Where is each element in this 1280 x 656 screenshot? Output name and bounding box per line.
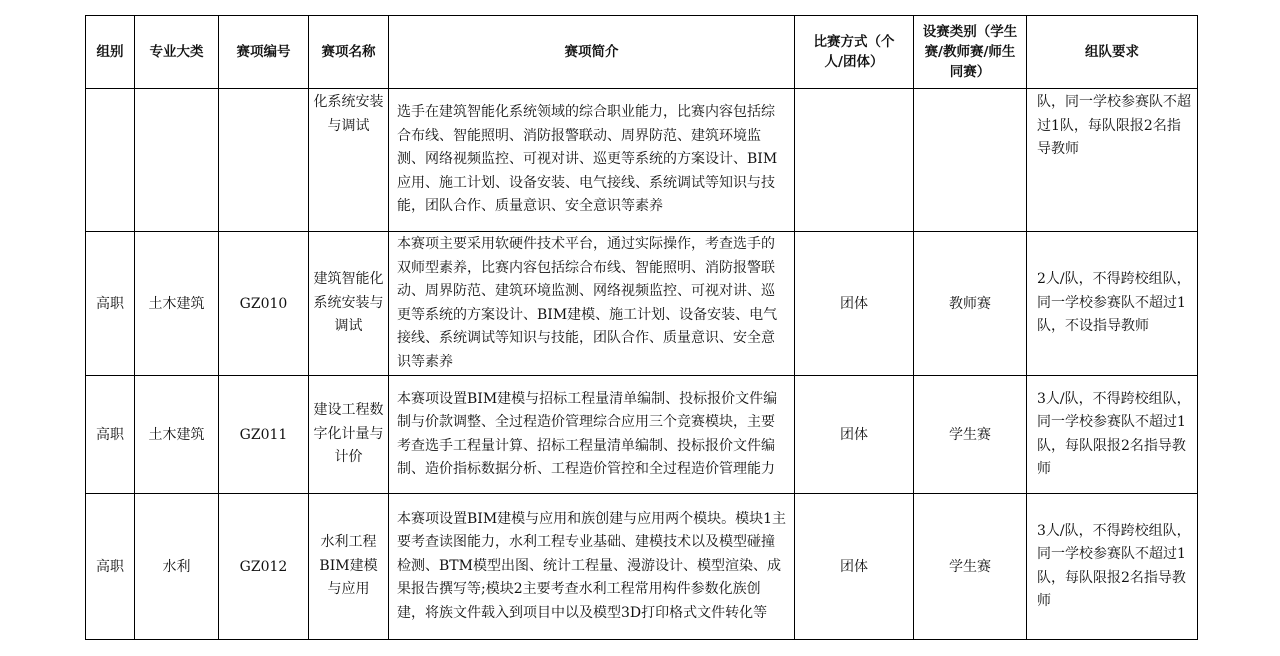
cell-mode: 团体	[795, 232, 914, 376]
cell-name: 化系统安装与调试	[309, 89, 389, 232]
cell-summary: 本赛项主要采用软硬件技术平台，通过实际操作，考查选手的双师型素养，比赛内容包括综合布线、智能照明、消防报警联动、周界防范、建筑环境监测、网络视频监控、可视对讲、巡更等系统的方案设计、BIM建模、施工计划、设备安装、电气接线、系统调试等知识与技能，团队合作、质量意识、安全意识等素养	[389, 232, 795, 376]
cell-code: GZ010	[219, 232, 309, 376]
cell-summary: 选手在建筑智能化系统领域的综合职业能力，比赛内容包括综合布线、智能照明、消防报警联动、周界防范、建筑环境监测、网络视频监控、可视对讲、巡更等系统的方案设计、BIM应用、施工计划、设备安装、电气接线、系统调试等知识与技能，团队合作、质量意识、安全意识等素养	[389, 89, 795, 232]
cell-group	[86, 89, 135, 232]
cell-category: 土木建筑	[135, 232, 219, 376]
cell-name: 建筑智能化系统安装与调试	[309, 232, 389, 376]
header-summary: 赛项简介	[389, 16, 795, 89]
table-row	[86, 232, 1198, 376]
cell-mode	[795, 89, 914, 232]
header-category: 专业大类	[135, 16, 219, 89]
header-mode: 比赛方式（个人/团体）	[795, 16, 914, 89]
cell-code: GZ011	[219, 376, 309, 494]
cell-type: 教师赛	[914, 232, 1027, 376]
cell-type	[914, 89, 1027, 232]
cell-name: 水利工程BIM建模与应用	[309, 494, 389, 640]
table-row	[86, 376, 1198, 494]
cell-code: GZ012	[219, 494, 309, 640]
cell-category: 水利	[135, 494, 219, 640]
cell-team: 2人/队，不得跨校组队，同一学校参赛队不超过1队，不设指导教师	[1027, 232, 1198, 376]
cell-type: 学生赛	[914, 376, 1027, 494]
header-row	[86, 16, 1198, 89]
cell-category: 土木建筑	[135, 376, 219, 494]
header-team: 组队要求	[1027, 16, 1198, 89]
cell-group: 高职	[86, 494, 135, 640]
cell-team: 3人/队，不得跨校组队，同一学校参赛队不超过1队，每队限报2名指导教师	[1027, 376, 1198, 494]
table-row	[86, 494, 1198, 640]
competition-table	[85, 15, 1198, 640]
cell-mode: 团体	[795, 494, 914, 640]
cell-mode: 团体	[795, 376, 914, 494]
cell-group: 高职	[86, 376, 135, 494]
cell-name: 建设工程数字化计量与计价	[309, 376, 389, 494]
cell-summary: 本赛项设置BIM建模与应用和族创建与应用两个模块。模块1主要考查读图能力，水利工程专业基础、建模技术以及模型碰撞检测、BTM模型出图、统计工程量、漫游设计、模型渲染、成果报告撰写等;模块2主要考查水利工程常用构件参数化族创建，将族文件载入到项目中以及模型3D打印格式文件转化等	[389, 494, 795, 640]
cell-group: 高职	[86, 232, 135, 376]
header-code: 赛项编号	[219, 16, 309, 89]
header-type: 设赛类别（学生赛/教师赛/师生同赛）	[914, 16, 1027, 89]
header-group: 组别	[86, 16, 135, 89]
cell-summary: 本赛项设置BIM建模与招标工程量清单编制、投标报价文件编制与价款调整、全过程造价管理综合应用三个竞赛模块，主要考查选手工程量计算、招标工程量清单编制、投标报价文件编制、造价指标数据分析、工程造价管控和全过程造价管理能力	[389, 376, 795, 494]
cell-type: 学生赛	[914, 494, 1027, 640]
header-name: 赛项名称	[309, 16, 389, 89]
cell-code	[219, 89, 309, 232]
cell-category	[135, 89, 219, 232]
table-row	[86, 89, 1198, 232]
cell-team: 队，同一学校参赛队不超过1队，每队限报2名指导教师	[1027, 89, 1198, 232]
cell-team: 3人/队，不得跨校组队，同一学校参赛队不超过1队，每队限报2名指导教师	[1027, 494, 1198, 640]
